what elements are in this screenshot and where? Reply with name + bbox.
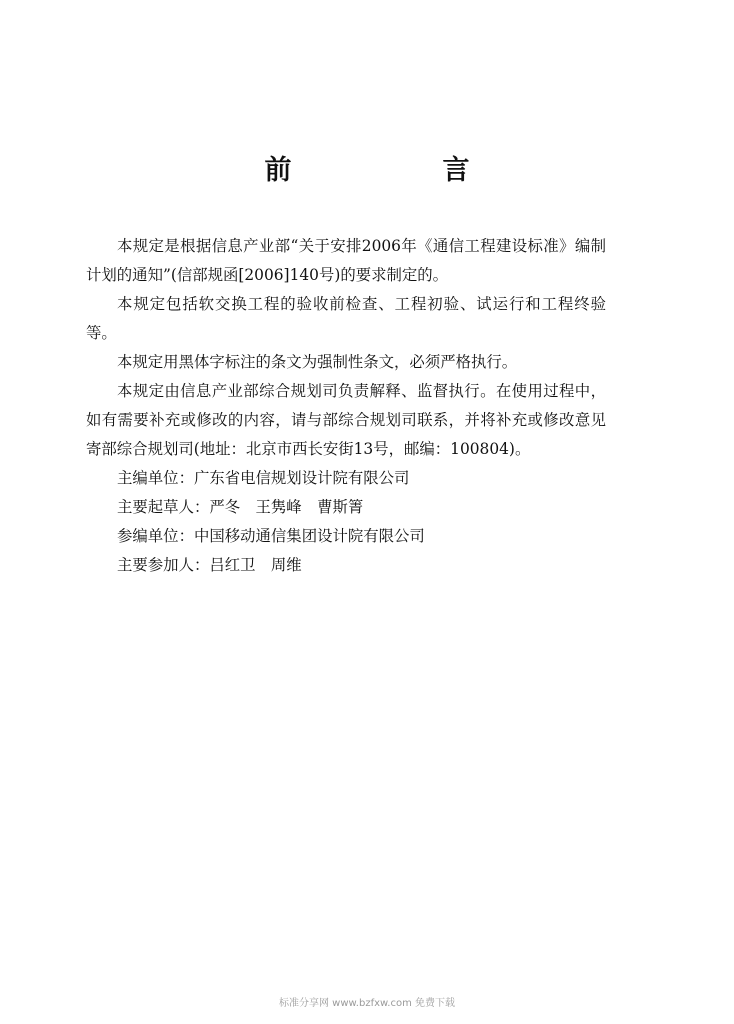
paragraph-scope: 本规定包括软交换工程的验收前检查、工程初验、试运行和工程终验等。 (86, 295, 606, 342)
credit-main-drafters: 主要起草人：严冬 王隽峰 曹斯箐 (117, 498, 364, 516)
page-title: 前 言 (264, 155, 532, 186)
footer-watermark: 标准分享网 www.bzfxw.com 免费下载 (279, 998, 455, 1009)
paragraph-basis: 本规定是根据信息产业部“关于安排2006年《通信工程建设标准》编制计划的通知”(信部规函[2006]140号)的要求制定的。 (86, 237, 606, 284)
paragraph-mandatory: 本规定用黑体字标注的条文为强制性条文，必须严格执行。 (117, 353, 518, 371)
credit-main-participants: 主要参加人：吕红卫 周维 (117, 556, 302, 574)
credit-participating-unit: 参编单位：中国移动通信集团设计院有限公司 (117, 527, 425, 545)
document-body (86, 232, 606, 580)
paragraph-interpretation: 本规定由信息产业部综合规划司负责解释、监督执行。在使用过程中，如有需要补充或修改的内容，请与部综合规划司联系，并将补充或修改意见寄部综合规划司(地址：北京市西长安街13号，邮编：100804)。 (86, 382, 606, 458)
credit-chief-editor: 主编单位：广东省电信规划设计院有限公司 (117, 469, 410, 487)
